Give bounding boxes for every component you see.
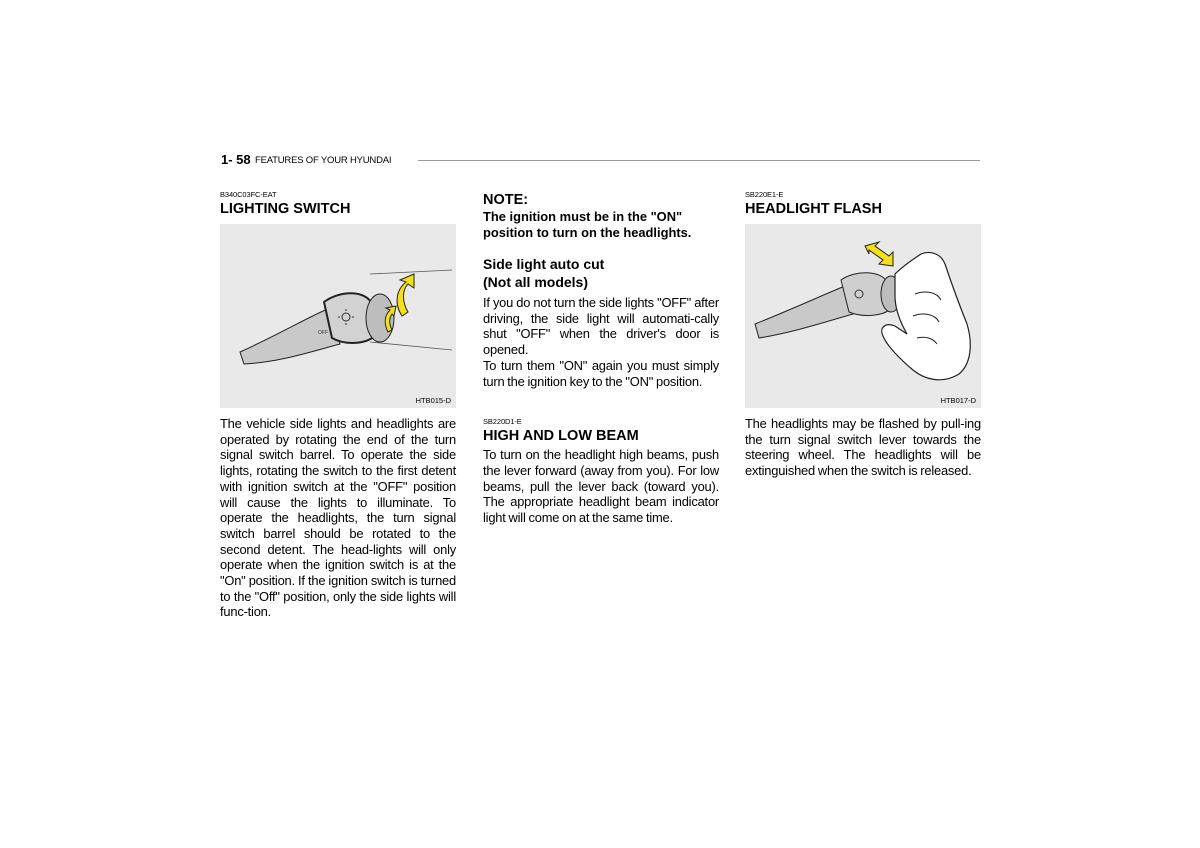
section-title-high-low-beam: HIGH AND LOW BEAM — [483, 428, 639, 445]
section-code-high-low: SB220D1-E — [483, 417, 522, 427]
note-body: The ignition must be in the "ON" position to turn on the headlights. — [483, 209, 692, 240]
section-title-headlight-flash: HEADLIGHT FLASH — [745, 201, 882, 217]
section-title-lighting-switch: LIGHTING SWITCH — [220, 201, 351, 217]
figure-lighting-switch — [220, 224, 456, 408]
column-headlight-flash — [745, 190, 981, 479]
figure-headlight-flash — [745, 224, 981, 408]
section-code-flash: SB220E1-E — [745, 190, 784, 199]
lever-rotation-illustration — [220, 224, 456, 408]
column-notes-beams — [483, 190, 719, 526]
lighting-switch-body: The vehicle side lights and headlights are operated by rotating the end of the turn signal switch barrel. To operate the side lights, rotating the switch to the first detent with ignition switch at the "OFF" position will cause the lights to illuminate. To operate the headlights, the turn signal switch barrel should be rotated to the second detent. The head-lights will only operate when the ignition switch is at the "On" position. If the ignition switch is turned to the "Off" position, only the side lights will func-tion. — [220, 416, 456, 620]
header-rule — [418, 160, 980, 161]
side-light-para2: To turn them "ON" again you must simply turn the ignition key to the "ON" position. — [483, 357, 719, 389]
page-number: 1- 58 — [221, 152, 251, 167]
off-mark: OFF — [318, 330, 328, 336]
section-title: FEATURES OF YOUR HYUNDAI — [255, 155, 392, 166]
subhead-side-light — [483, 255, 719, 291]
note-title: NOTE: — [483, 192, 529, 208]
figure-code: HTB017-D — [940, 396, 976, 405]
section-code: B340C03FC-EAT — [220, 190, 277, 199]
subhead-line2: (Not all models) — [483, 274, 589, 290]
figure-code: HTB015-D — [415, 396, 451, 405]
page-header — [221, 152, 980, 168]
subhead-line1: Side light auto cut — [483, 256, 605, 272]
lever-flash-illustration — [745, 224, 981, 408]
headlight-flash-body: The headlights may be flashed by pull-ing the turn signal switch lever towards the steering wheel. The headlights will be extinguished when the switch is released. — [745, 416, 981, 479]
side-light-para1: If you do not turn the side lights "OFF" after driving, the side light will automati-cally shut "OFF" when the driver's door is opened. — [483, 295, 719, 358]
high-low-beam-body: To turn on the headlight high beams, push the lever forward (away from you). For low beams, pull the lever back (toward you). The appropriate headlight beam indicator light will come on at the same time. — [483, 447, 719, 526]
column-lighting-switch — [220, 190, 456, 620]
